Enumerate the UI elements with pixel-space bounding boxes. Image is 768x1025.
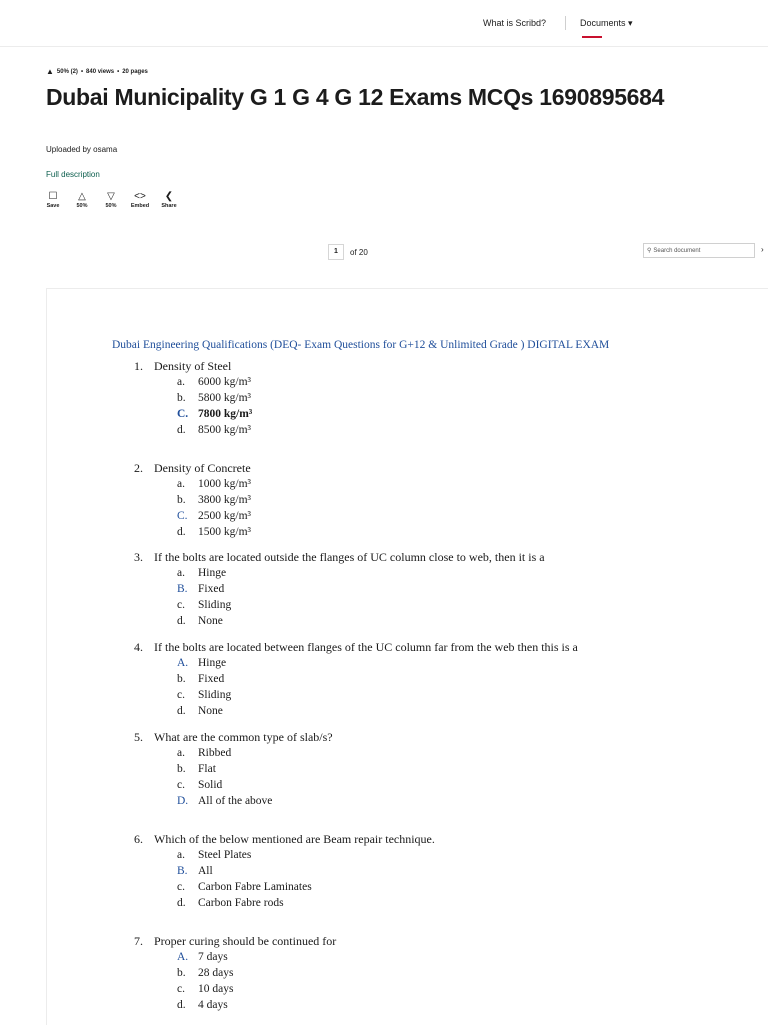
option-text: Hinge [198, 657, 227, 669]
chevron-down-icon: ▾ [628, 18, 633, 28]
chevron-right-icon[interactable]: › [761, 245, 764, 254]
option-text: 2500 kg/m³ [198, 510, 251, 522]
option-letter: C. [177, 408, 189, 420]
option-letter: d. [177, 526, 186, 538]
stats-separator: • [80, 68, 84, 75]
option-list [177, 745, 333, 809]
uploader-text[interactable]: Uploaded by osama [46, 145, 118, 154]
option-letter: a. [177, 567, 185, 579]
answer-option [177, 613, 545, 629]
question-line [134, 832, 435, 847]
answer-option [177, 406, 252, 422]
answer-option [177, 374, 252, 390]
option-letter: a. [177, 747, 185, 759]
rating-text: 50% (2) [56, 68, 78, 75]
document-stats [46, 67, 148, 76]
like-button[interactable]: △ 50% [76, 191, 88, 209]
question-number: 2. [134, 461, 143, 475]
question-item [134, 461, 251, 540]
option-text: Fixed [198, 673, 225, 685]
answer-option [177, 793, 333, 809]
total-pages-text: of 20 [350, 247, 368, 257]
option-text: Carbon Fabre rods [198, 897, 284, 909]
question-item [134, 359, 252, 438]
question-text: If the bolts are located outside the flanges of UC column close to web, then it is a [154, 550, 545, 564]
current-page-input[interactable]: 1 [328, 244, 344, 260]
question-line [134, 359, 252, 374]
option-text: 6000 kg/m³ [198, 376, 251, 388]
answer-option [177, 863, 435, 879]
question-text: Density of Concrete [154, 461, 251, 475]
question-line [134, 640, 578, 655]
option-text: All [198, 865, 213, 877]
option-letter: A. [177, 951, 189, 963]
answer-option [177, 981, 336, 997]
option-letter: b. [177, 967, 186, 979]
option-letter: B. [177, 583, 188, 595]
answer-option [177, 949, 336, 965]
nav-what-is-scribd[interactable]: What is Scribd? [483, 18, 547, 28]
option-text: Steel Plates [198, 849, 252, 861]
option-list [177, 655, 578, 719]
option-list [177, 476, 251, 540]
views-text: 840 views [86, 68, 115, 75]
answer-option [177, 761, 333, 777]
option-letter: d. [177, 897, 186, 909]
answer-option [177, 597, 545, 613]
bookmark-icon: ☐ [48, 191, 58, 202]
option-letter: a. [177, 376, 185, 388]
dislike-button[interactable]: ▽ 50% [105, 191, 117, 209]
answer-option [177, 565, 545, 581]
question-line [134, 461, 251, 476]
option-text: Sliding [198, 689, 232, 701]
option-letter: a. [177, 849, 185, 861]
stats-separator: • [117, 68, 120, 75]
option-letter: c. [177, 983, 185, 995]
option-letter: d. [177, 999, 186, 1011]
answer-option [177, 524, 251, 540]
answer-option [177, 655, 578, 671]
option-letter: A. [177, 657, 189, 669]
answer-option [177, 879, 435, 895]
question-number: 7. [134, 934, 143, 948]
answer-option [177, 847, 435, 863]
answer-option [177, 895, 435, 911]
question-number: 1. [134, 359, 143, 373]
option-letter: b. [177, 673, 186, 685]
nav-documents-dropdown[interactable] [580, 18, 633, 29]
option-letter: d. [177, 424, 186, 436]
thumbs-down-icon: ▽ [107, 191, 115, 202]
answer-option [177, 687, 578, 703]
question-number: 6. [134, 832, 143, 846]
option-text: Flat [198, 763, 216, 775]
option-letter: C. [177, 510, 188, 522]
question-number: 3. [134, 550, 143, 564]
option-letter: b. [177, 763, 186, 775]
option-text: None [198, 615, 223, 627]
thumbs-up-icon: △ [78, 191, 86, 202]
answer-option [177, 508, 251, 524]
answer-option [177, 997, 336, 1013]
embed-icon: <> [134, 191, 146, 202]
question-text: Which of the below mentioned are Beam repair technique. [154, 832, 435, 846]
option-letter: D. [177, 795, 189, 807]
option-text: None [198, 705, 223, 717]
answer-option [177, 422, 252, 438]
option-list [177, 847, 435, 911]
page-navigator [328, 244, 368, 260]
answer-option [177, 581, 545, 597]
option-text: 1000 kg/m³ [198, 478, 251, 490]
search-document-input[interactable] [643, 243, 755, 258]
question-item [134, 934, 336, 1013]
document-actions [44, 190, 178, 209]
embed-button[interactable]: <> Embed [130, 191, 150, 209]
answer-option [177, 671, 578, 687]
option-letter: c. [177, 881, 185, 893]
answer-option [177, 777, 333, 793]
option-letter: c. [177, 599, 185, 611]
question-number: 4. [134, 640, 143, 654]
option-letter: b. [177, 494, 186, 506]
option-text: Sliding [198, 599, 232, 611]
answer-option [177, 745, 333, 761]
question-text: Proper curing should be continued for [154, 934, 337, 948]
option-letter: d. [177, 615, 186, 627]
question-item [134, 550, 545, 629]
option-text: 7800 kg/m³ [198, 408, 253, 420]
option-text: Ribbed [198, 747, 232, 759]
answer-option [177, 390, 252, 406]
option-text: All of the above [198, 795, 273, 807]
top-navigation-bar [0, 0, 768, 47]
question-line [134, 550, 545, 565]
option-text: 7 days [198, 951, 228, 963]
answer-option [177, 965, 336, 981]
save-button[interactable]: ☐ Save [46, 191, 60, 209]
question-text: Density of Steel [154, 359, 232, 373]
page-heading: Dubai Engineering Qualifications (DEQ- Exam Questions for G+12 & Unlimited Grade ) DIGITAL EXAM [112, 339, 610, 351]
question-number: 5. [134, 730, 143, 744]
option-text: Carbon Fabre Laminates [198, 881, 312, 893]
search-icon: ⚲ [647, 248, 652, 254]
option-letter: c. [177, 689, 185, 701]
full-description-link[interactable]: Full description [46, 170, 100, 179]
question-line [134, 730, 333, 745]
option-text: 10 days [198, 983, 234, 995]
nav-divider [565, 16, 566, 30]
question-item [134, 730, 333, 809]
nav-documents-label: Documents [580, 18, 626, 28]
answer-option [177, 703, 578, 719]
option-text: 1500 kg/m³ [198, 526, 251, 538]
search-placeholder: Search document [653, 247, 701, 254]
question-item [134, 640, 578, 719]
question-text: What are the common type of slab/s? [154, 730, 333, 744]
share-button[interactable]: ❮ Share [161, 191, 177, 209]
option-letter: c. [177, 779, 185, 791]
option-text: 5800 kg/m³ [198, 392, 251, 404]
share-icon: ❮ [164, 191, 174, 202]
question-text: If the bolts are located between flanges of the UC column far from the web then this is a [154, 640, 578, 654]
pages-text: 20 pages [122, 68, 148, 75]
question-line [134, 934, 336, 949]
option-text: 8500 kg/m³ [198, 424, 251, 436]
option-text: Hinge [198, 567, 227, 579]
document-title: Dubai Municipality G 1 G 4 G 12 Exams MCQs 1690895684 [46, 84, 665, 110]
answer-option [177, 476, 251, 492]
option-text: 3800 kg/m³ [198, 494, 251, 506]
nav-active-indicator [582, 36, 602, 38]
option-letter: a. [177, 478, 185, 490]
option-list [177, 949, 336, 1013]
answer-option [177, 492, 251, 508]
option-letter: b. [177, 392, 186, 404]
thumbs-up-icon: ▲ [46, 67, 54, 76]
option-text: Fixed [198, 583, 225, 595]
option-list [177, 565, 545, 629]
option-letter: B. [177, 865, 188, 877]
option-text: 4 days [198, 999, 228, 1011]
option-list [177, 374, 252, 438]
option-text: 28 days [198, 967, 234, 979]
question-item [134, 832, 435, 911]
option-letter: d. [177, 705, 186, 717]
option-text: Solid [198, 779, 223, 791]
